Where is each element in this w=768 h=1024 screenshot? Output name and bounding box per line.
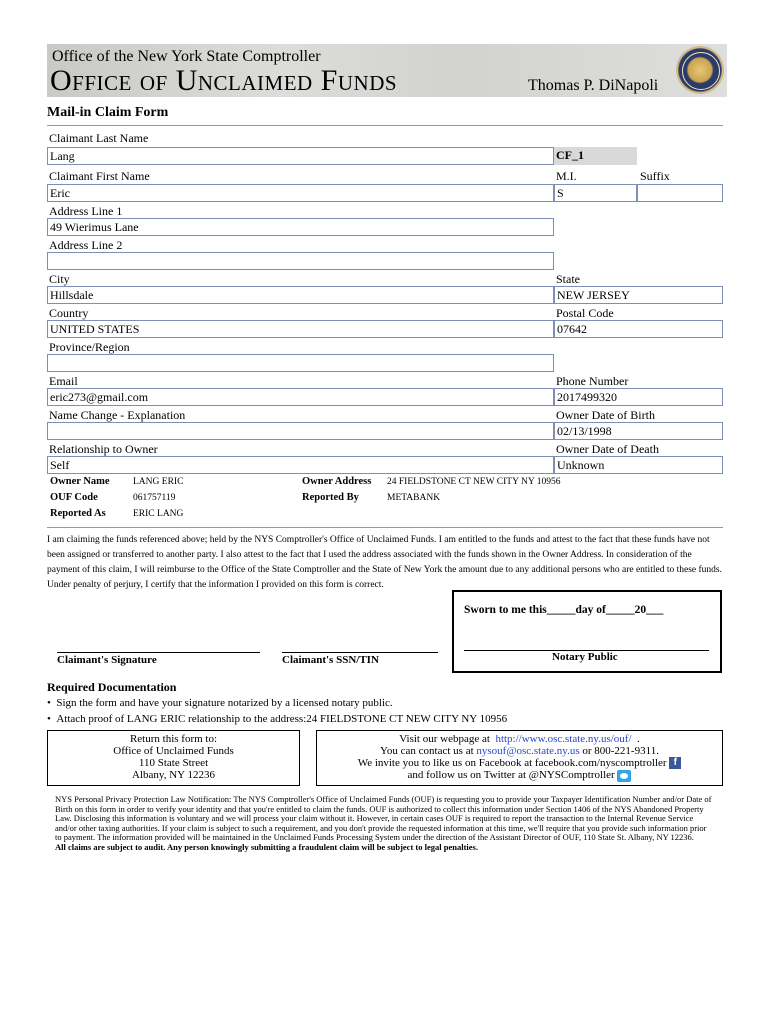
header-office-line: Office of the New York State Comptroller: [52, 48, 321, 65]
reported-by-value: METABANK: [387, 493, 441, 503]
ouf-email-link[interactable]: nysouf@osc.state.ny.us: [476, 745, 580, 757]
address1-field[interactable]: 49 Wierimus Lane: [47, 218, 554, 236]
email-field[interactable]: eric273@gmail.com: [47, 388, 554, 406]
audit-warning: All claims are subject to audit. Any person knowingly submitting a fraudulent claim will be subject to legal penalties.: [55, 841, 478, 852]
twitter-text: and follow us on Twitter at @NYSComptroller: [407, 769, 615, 782]
claimant-signature-label: Claimant's Signature: [57, 654, 157, 666]
postal-label: Postal Code: [556, 306, 614, 320]
suffix-field[interactable]: [637, 184, 723, 202]
dod-label: Owner Date of Death: [556, 442, 659, 456]
return-address-box: [47, 730, 300, 786]
province-field[interactable]: [47, 354, 554, 372]
name-change-field[interactable]: [47, 422, 554, 440]
return-line: Office of Unclaimed Funds: [113, 745, 234, 757]
ouf-code-value: 061757119: [133, 493, 176, 503]
owner-name-label: Owner Name: [50, 476, 110, 487]
claim-code-field: CF_1: [554, 147, 637, 165]
contact-box: [316, 730, 723, 786]
comptroller-name: Thomas P. DiNapoli: [528, 77, 659, 94]
last-name-field[interactable]: Lang: [47, 147, 554, 165]
dod-field[interactable]: Unknown: [554, 456, 723, 474]
reported-as-value: ERIC LANG: [133, 509, 184, 519]
email-label: Email: [49, 374, 78, 388]
dob-label: Owner Date of Birth: [556, 408, 655, 422]
address2-label: Address Line 2: [49, 238, 123, 252]
attestation-text: I am claiming the funds referenced above; held by the NYS Comptroller's Office of Unclaimed Funds. I am entitled to the funds and attest to the fact that these funds have not been assigned or transferred to another party. I also attest to the fact that I used the address associated with the funds shown in the Owner Address. In consideration of the payment of this claim, I will reimburse to the Office of the State Comptroller and the State of New York the amount due to any additional persons who are entitled to these funds. Under penalty of perjury, I certify that the information I provided on this form is correct.: [47, 535, 722, 590]
divider: [47, 527, 723, 528]
header-ouf-title: Office of Unclaimed Funds: [50, 64, 398, 97]
mi-label: M.I.: [556, 169, 577, 183]
country-field[interactable]: UNITED STATES: [47, 320, 554, 338]
dob-field[interactable]: 02/13/1998: [554, 422, 723, 440]
reported-as-label: Reported As: [50, 508, 106, 519]
required-doc-text: Attach proof of LANG ERIC relationship to the address:24 FIELDSTONE CT NEW CITY NY 10956: [56, 713, 508, 725]
form-title: Mail-in Claim Form: [47, 105, 169, 120]
name-change-label: Name Change - Explanation: [49, 408, 186, 422]
return-line: Return this form to:: [129, 733, 218, 745]
address1-label: Address Line 1: [49, 204, 123, 218]
facebook-text: We invite you to like us on Facebook at facebook.com/nyscomptroller: [357, 757, 667, 769]
phone-label: Phone Number: [556, 374, 629, 388]
owner-address-value: 24 FIELDSTONE CT NEW CITY NY 10956: [387, 477, 561, 487]
twitter-line: [317, 769, 722, 781]
facebook-line: [317, 757, 722, 769]
privacy-text: NYS Personal Privacy Protection Law Notification: The NYS Comptroller's Office of Unclaimed Funds (OUF) is requesting you to provide your Taxpayer Identification Number and/or Date of Birth on this form in order to verify your identity and that you're entitled to claim the funds. OUF is authorized to collect this information under Section 1406 of the NYS Abandoned Property Law. Disclosing this information is voluntary and we will process your claim without it. However, in certain cases OUF is required to report the transaction to the Internal Revenue Service and/or other taxing authorities. If your claim is subject to such a requirement, and you don't provide the requested information at this time, we'll require that you provide such information prior to payment. The information provided will be maintained in the Unclaimed Funds Processing System under the direction of the Assistant Director of OUF, 110 State St. Albany, NY 12236.: [55, 794, 712, 842]
phone-field[interactable]: 2017499320: [554, 388, 723, 406]
visit-suffix: .: [637, 733, 640, 745]
country-label: Country: [49, 306, 89, 320]
relationship-label: Relationship to Owner: [49, 442, 158, 456]
state-field[interactable]: NEW JERSEY: [554, 286, 723, 304]
province-label: Province/Region: [49, 340, 130, 354]
state-label: State: [556, 272, 580, 286]
required-doc-text: Sign the form and have your signature notarized by a licensed notary public.: [56, 697, 393, 709]
seal-ring: [682, 52, 720, 90]
ouf-code-label: OUF Code: [50, 492, 98, 503]
required-docs-title: Required Documentation: [47, 680, 177, 694]
divider: [47, 125, 723, 126]
contact-prefix: You can contact us at: [380, 745, 474, 757]
notary-public-label: Notary Public: [552, 651, 618, 663]
contact-suffix: or 800-221-9311.: [582, 745, 659, 757]
contact-line: [317, 745, 722, 757]
visit-line: [317, 733, 722, 745]
relationship-field[interactable]: Self: [47, 456, 554, 474]
reported-by-label: Reported By: [302, 492, 359, 503]
postal-field[interactable]: 07642: [554, 320, 723, 338]
required-doc-item: • Sign the form and have your signature notarized by a licensed notary public.: [47, 697, 393, 709]
address2-field[interactable]: [47, 252, 554, 270]
owner-name-value: LANG ERIC: [133, 477, 184, 487]
required-doc-item: • Attach proof of LANG ERIC relationship to the address:24 FIELDSTONE CT NEW CITY NY 10956: [47, 713, 508, 725]
facebook-icon[interactable]: f: [669, 757, 681, 769]
return-line: Albany, NY 12236: [132, 769, 215, 781]
first-name-field[interactable]: Eric: [47, 184, 554, 202]
last-name-label: Claimant Last Name: [49, 131, 149, 145]
return-line: 110 State Street: [138, 757, 209, 769]
city-label: City: [49, 272, 70, 286]
twitter-icon[interactable]: [617, 770, 631, 782]
signature-line[interactable]: [57, 652, 260, 653]
first-name-label: Claimant First Name: [49, 169, 150, 183]
suffix-label: Suffix: [640, 169, 670, 183]
owner-address-label: Owner Address: [302, 476, 372, 487]
city-field[interactable]: Hillsdale: [47, 286, 554, 304]
ssn-line[interactable]: [282, 652, 438, 653]
mi-field[interactable]: S: [554, 184, 637, 202]
sworn-text: Sworn to me this_____day of_____20___: [464, 604, 664, 616]
privacy-notice: [55, 795, 715, 852]
ouf-website-link[interactable]: http://www.osc.state.ny.us/ouf/: [495, 733, 632, 745]
claimant-ssn-label: Claimant's SSN/TIN: [282, 654, 379, 666]
visit-prefix: Visit our webpage at: [399, 733, 490, 745]
